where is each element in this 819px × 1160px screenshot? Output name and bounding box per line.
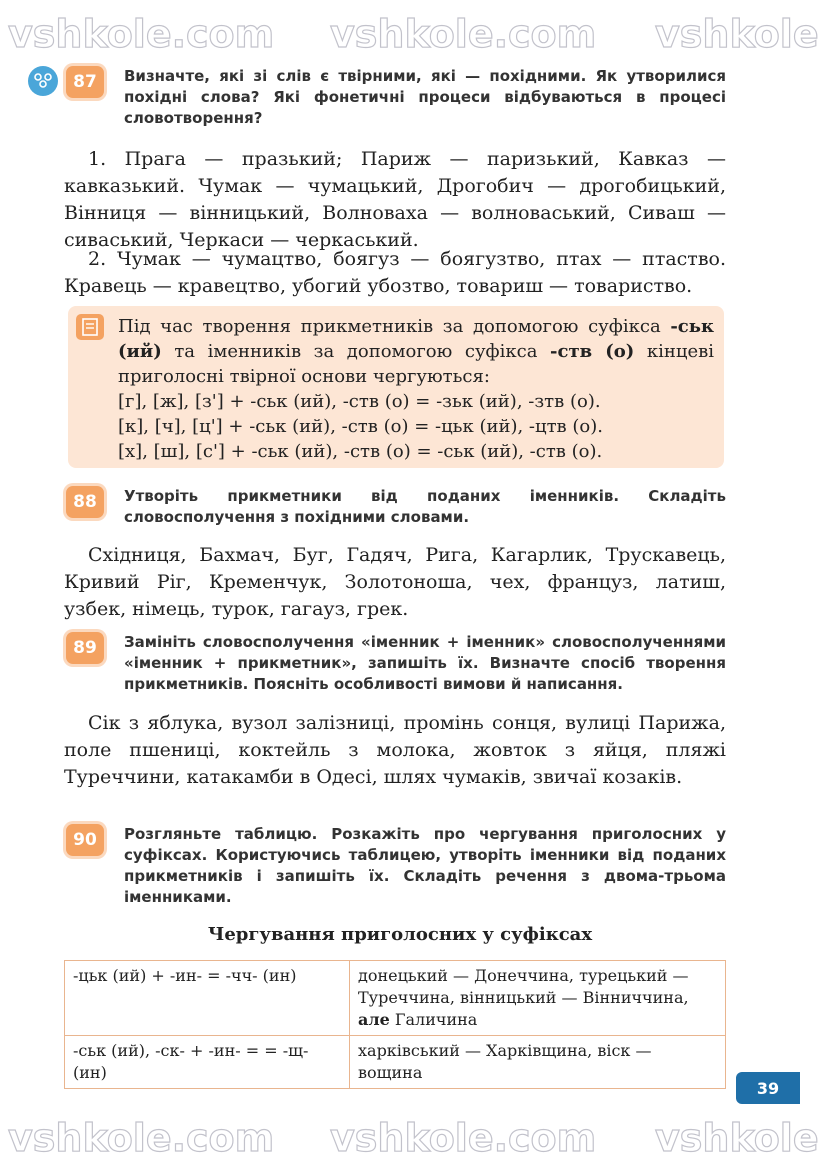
group-work-icon	[28, 66, 58, 96]
task-instruction: Утворіть прикметники від поданих іменників. Складіть словосполучення з похідними словами.	[124, 487, 726, 526]
watermark: vshkole.com	[8, 1116, 275, 1160]
suffix-sk: -ськ (ий)	[118, 316, 714, 362]
table-row	[65, 1036, 726, 1089]
task-90	[66, 824, 726, 908]
page-number: 39	[736, 1072, 800, 1104]
task-number-badge: 88	[66, 486, 104, 518]
table-cell-examples: харківський — Харківщина, віск — вощина	[350, 1036, 726, 1089]
task-88	[66, 486, 726, 528]
watermark: vshkole.com	[330, 12, 597, 56]
task-87	[66, 66, 726, 129]
alternation-table	[64, 960, 726, 1089]
exercise-87-part1: 1. Прага — празький; Париж — паризький, Кавказ — кавказький. Чумак — чумацький, Дрогобич — дрогобицький, Вінниця — вінницький, Волноваха — волноваський, Сиваш — сиваський, Черкаси — черкаський.	[64, 148, 726, 251]
watermark: vshkole	[655, 12, 819, 56]
table-title: Чергування приголосних у суфіксах	[207, 924, 593, 945]
task-number-badge: 90	[66, 824, 104, 856]
watermark: vshkole.com	[330, 1116, 597, 1160]
exercise-88-words: Східниця, Бахмач, Буг, Гадяч, Рига, Кагарлик, Трускавець, Кривий Ріг, Кременчук, Золотоноша, чех, француз, латиш, узбек, німець, турок, гагауз, грек.	[64, 544, 726, 620]
task-89	[66, 632, 726, 695]
task-instruction: Замініть словосполучення «іменник + іменник» словосполученнями «іменник + прикметник», запишіть їх. Визначте спосіб творення прикметників. Поясніть особливості вимови й написання.	[124, 633, 726, 693]
task-instruction: Розгляньте таблицю. Розкажіть про чергування приголосних у суфіксах. Користуючись таблицею, утворіть іменники від поданих прикметників і запишіть їх. Складіть речення з двома-трьома іменниками.	[124, 825, 726, 906]
watermark: vshkole.com	[8, 12, 275, 56]
exercise-87-part2: 2. Чумак — чумацтво, боягуз — боягузтво, птах — птаство. Кравець — кравецтво, убогий убозтво, товариш — товариство.	[64, 248, 726, 297]
task-instruction: Визначте, які зі слів є твірними, які — похідними. Як утворилися похідні слова? Які фонетичні процеси відбуваються в процесі словотворення?	[124, 67, 726, 127]
table-row	[65, 961, 726, 1036]
rule-line: [х], [ш], [с'] + -ськ (ий), -ств (о) = -ськ (ий), -ств (о).	[118, 441, 603, 462]
task-number-badge: 87	[66, 66, 104, 98]
table-cell-rule: -цьк (ий) + -ин- = -чч- (ин)	[65, 961, 350, 1036]
table-cell-rule: -ськ (ий), -ск- + -ин- = = -щ- (ин)	[65, 1036, 350, 1089]
rule-line: [к], [ч], [ц'] + -ськ (ий), -ств (о) = -цьк (ий), -цтв (о).	[118, 416, 604, 437]
rule-notebook-icon	[76, 314, 104, 340]
suffix-stv: -ств (о)	[550, 341, 635, 362]
watermark: vshkole	[655, 1116, 819, 1160]
rule-text: Під час творення прикметників за допомогою суфікса -ськ (ий) та іменників за допомогою суфікса -ств (о) кінцеві приголосні твірної основи чергуються: [г], [ж], [з'] + -ськ (ий), -ств (о) = -зьк (ий), -зтв (о). [к], [ч], [ц'] + -ськ (ий), -ств (о) = -цьк (ий), -цтв (о). [х], [ш], [с'] + -ськ (ий), -ств (о) = -ськ (ий), -ств (о).	[118, 316, 714, 462]
exercise-89-phrases: Сік з яблука, вузол залізниці, промінь сонця, вулиці Парижа, поле пшениці, коктейль з молока, жовток з яйця, пляжі Туреччини, катакамби в Одесі, шлях чумаків, звичаї козаків.	[64, 712, 726, 788]
table-cell-examples: донецький — Донеччина, турецький — Туреччина, вінницький — Вінниччина, але Галичина	[350, 961, 726, 1036]
task-number-badge: 89	[66, 632, 104, 664]
rule-line: [г], [ж], [з'] + -ськ (ий), -ств (о) = -зьк (ий), -зтв (о).	[118, 391, 601, 412]
